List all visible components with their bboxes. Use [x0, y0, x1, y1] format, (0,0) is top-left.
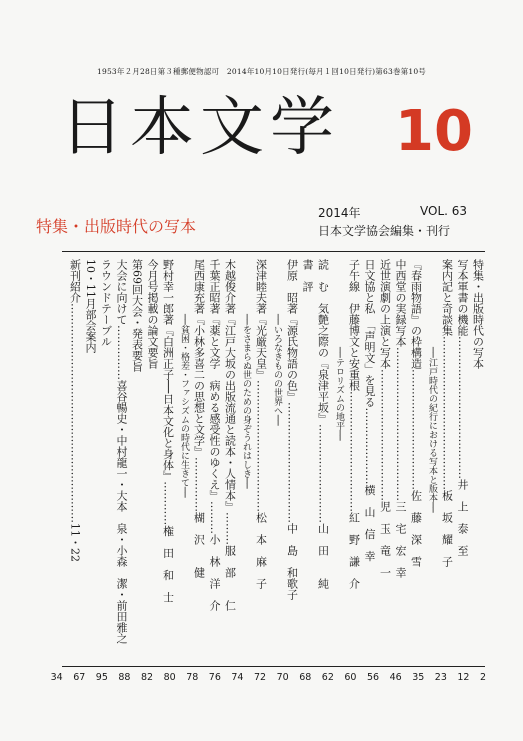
- toc-entry-text: 書 評: [301, 259, 314, 292]
- toc-entry-text: 10・11月部会案内: [84, 259, 97, 353]
- toc-entry-text: 近世演劇の上演と写本………………………………児 玉 竜 一: [378, 259, 392, 578]
- toc-entry: [223, 259, 238, 664]
- page-number: 62: [321, 672, 334, 683]
- page-number: 12: [457, 672, 470, 683]
- page-number: 56: [367, 672, 380, 683]
- toc-entry-subtitle: ──テロリズムの地平──: [334, 347, 344, 441]
- page-number: 23: [434, 672, 447, 683]
- page-number: 2: [480, 672, 487, 683]
- issue-number: 10: [395, 99, 473, 164]
- toc-entry-text: 『春雨物語』の枠構造……………………………佐 藤 深 雪: [409, 259, 423, 567]
- toc-entry: [269, 259, 285, 664]
- toc-entry: [83, 259, 98, 664]
- toc-entry: [99, 259, 114, 664]
- page-number: 60: [344, 672, 357, 683]
- toc-entry-text: 新刊紹介……………………………………………………11・22: [68, 259, 82, 562]
- toc-entry-text: [333, 259, 346, 347]
- page-number: 95: [95, 672, 108, 683]
- toc-entry-text: 伊原 昭著『源氏物語の色』……………………………中 島 和歌子: [285, 259, 299, 600]
- toc-entry-subtitle: ──貧困・格差・ファシズムの時代に生きて──: [179, 314, 189, 498]
- toc-entry: [362, 259, 377, 664]
- toc-entry-text: 尾西康充著『小林多喜二の思想と文学』……………楜 沢 健: [192, 259, 206, 578]
- toc-entry-text: 写本軍書の機能…………………………………井 上 泰 至: [456, 259, 469, 556]
- toc-entry: [254, 259, 269, 664]
- page-number: 80: [163, 672, 176, 683]
- volume-label: VOL. 63: [420, 204, 468, 218]
- toc-entry: [300, 259, 315, 664]
- registration-line: 1953年２月28日第３種郵便物認可 2014年10月10日発行(毎月１回10日発行)第63巻第10号: [97, 67, 426, 76]
- toc-entry: [285, 259, 300, 664]
- toc-entry: [347, 259, 362, 664]
- page-number: 82: [141, 672, 154, 683]
- toc-entry-text: [240, 259, 253, 314]
- page-number: 35: [412, 672, 425, 683]
- toc-entry-text: 読 む 気艶之際の『泉津平坂』………………………山 田 純: [316, 259, 330, 589]
- page-number: 88: [118, 672, 131, 683]
- toc-entry: [331, 259, 347, 664]
- toc-entry: [378, 259, 393, 664]
- page-number: 76: [208, 672, 221, 683]
- toc-entry-subtitle: ──をさまらぬ世のための身ぞうれはしき──: [241, 314, 251, 489]
- page-number: 68: [299, 672, 312, 683]
- page-number: 78: [186, 672, 199, 683]
- toc-entry: [393, 259, 408, 664]
- table-of-contents: [68, 259, 486, 664]
- toc-entry-text: 第69回大会・発表要旨: [130, 259, 144, 372]
- toc-entry-text: 特集・出版時代の写本: [471, 259, 485, 369]
- page-number: 34: [50, 672, 63, 683]
- toc-entry: [130, 259, 145, 664]
- toc-entry: [161, 259, 176, 664]
- feature-title: 特集・出版時代の写本: [36, 217, 197, 236]
- toc-entry: [238, 259, 254, 664]
- toc-entry-text: 大会に向けて……………喜谷暢史・中村龍一・大本 泉・小森 潔・前田雅之: [115, 259, 128, 644]
- toc-entry: [176, 259, 192, 664]
- toc-entry: [192, 259, 207, 664]
- toc-entry: [455, 259, 470, 664]
- toc-entry-text: 木越俊介著『江戸大坂の出版流通と読本・人情本』………服 部 仁: [223, 259, 237, 611]
- toc-entry: [145, 259, 160, 664]
- publisher-label: 日本文学協会編集・刊行: [318, 224, 451, 238]
- toc-entry-text: 千葉正昭著『薬と文学 病める感受性のゆくえ』………小 林 洋 介: [208, 259, 221, 611]
- page-number: 46: [389, 672, 402, 683]
- toc-entry-text: [426, 259, 439, 347]
- toc-entry: [68, 259, 83, 664]
- toc-entry-text: 野村幸一郎著『白洲正子──日本文化と身体』…………権 田 和 士: [161, 259, 175, 603]
- toc-entry-text: [178, 259, 191, 314]
- journal-title: 日本文学: [60, 91, 340, 165]
- toc-entry-text: [271, 259, 284, 314]
- toc-entry: [316, 259, 331, 664]
- toc-entry-text: 中西堂の実録写本……………………………………三 宅 宏 幸: [394, 259, 407, 578]
- page-number: 67: [73, 672, 86, 683]
- page-number: 70: [276, 672, 289, 683]
- toc-entry: [424, 259, 440, 664]
- toc-entry-text: 案内記と奇談集……………………………………板 坂 耀 子: [440, 259, 454, 567]
- toc-entry-text: 今月号掲載の論文要旨: [146, 259, 159, 369]
- toc-entry-text: 深津睦夫著『光厳天皇』………………………………松 本 麻 子: [254, 259, 268, 589]
- toc-entry: [409, 259, 424, 664]
- toc-entry: [471, 259, 486, 664]
- toc-entry-subtitle: ──江戸時代の紀行における写本と版本──: [427, 347, 437, 513]
- top-rule: [62, 251, 485, 252]
- toc-entry-text: 子午線 伊藤博文と安重根……………………………紅 野 謙 介: [347, 259, 361, 589]
- toc-entry: [207, 259, 222, 664]
- year-label: 2014年: [318, 206, 361, 220]
- toc-entry-subtitle: ──いろなきものの世界へ──: [272, 314, 282, 426]
- toc-entry: [440, 259, 455, 664]
- toc-entry-text: ラウンドテーブル: [99, 259, 113, 347]
- toc-entry: [114, 259, 129, 664]
- bottom-rule: [62, 666, 485, 667]
- page-number: 74: [231, 672, 244, 683]
- page-number: 72: [254, 672, 267, 683]
- toc-entry-text: 日文協と私 「声明文」を見る…………………横 山 信 幸: [363, 259, 376, 562]
